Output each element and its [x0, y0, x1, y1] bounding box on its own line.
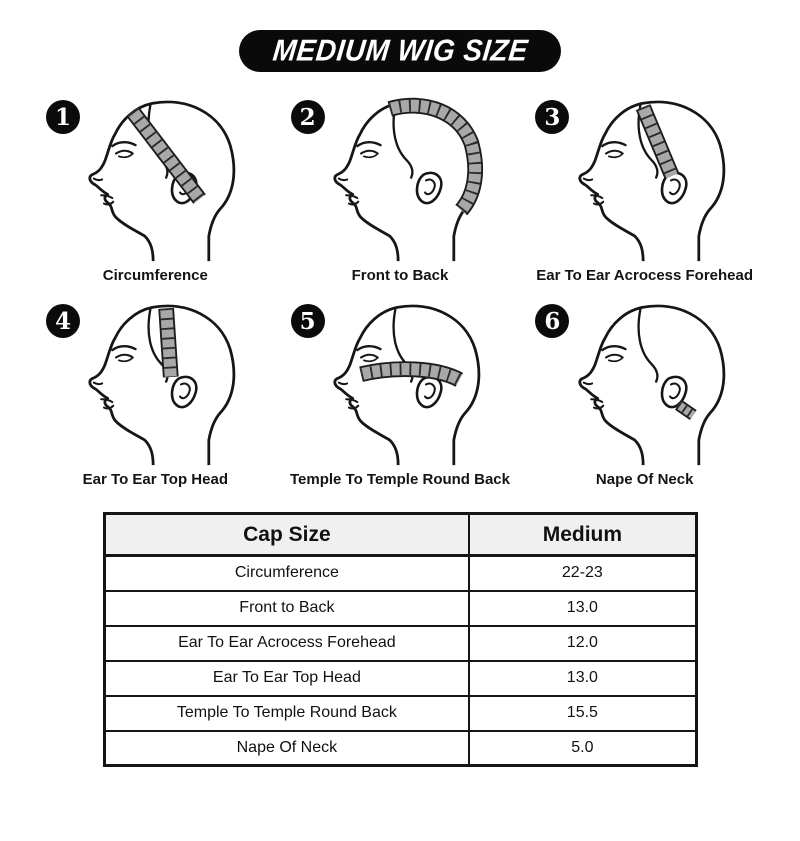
- measurement-name: Ear To Ear Top Head: [104, 661, 469, 696]
- head-label: Ear To Ear Top Head: [82, 471, 228, 488]
- measurement-value: 13.0: [469, 591, 696, 626]
- size-chart-table: [103, 512, 698, 767]
- measuring-tape-nape: [678, 405, 693, 415]
- number-badge-1: 1: [46, 100, 80, 134]
- head-figure-front-to-back: [281, 96, 520, 284]
- measurement-name: Temple To Temple Round Back: [104, 696, 469, 731]
- table-row: [104, 626, 696, 661]
- head-label: Nape Of Neck: [595, 471, 694, 488]
- number-badge-4: 4: [46, 304, 80, 338]
- head-label: Circumference: [102, 267, 208, 284]
- title-banner: [239, 30, 561, 72]
- head-figure-nape-of-neck: [525, 300, 764, 488]
- measurement-value: 13.0: [469, 661, 696, 696]
- measurement-diagram-grid: [36, 96, 764, 488]
- table-row: [104, 591, 696, 626]
- head-label: Temple To Temple Round Back: [289, 471, 510, 488]
- head-profile-illustration: [62, 96, 248, 263]
- head-profile-illustration: [62, 300, 248, 467]
- head-profile-illustration: [307, 96, 493, 263]
- head-profile-illustration: [552, 96, 738, 263]
- number-badge-5: 5: [291, 304, 325, 338]
- measurement-value: 12.0: [469, 626, 696, 661]
- measurement-value: 5.0: [469, 731, 696, 766]
- measurement-value: 22-23: [469, 556, 696, 591]
- head-outline: [335, 306, 479, 465]
- head-label: Ear To Ear Acrocess Forehead: [536, 267, 754, 284]
- measurement-name: Circumference: [104, 556, 469, 591]
- measurement-name: Front to Back: [104, 591, 469, 626]
- head-figure-ear-to-ear-forehead: [525, 96, 764, 284]
- table-row: [104, 556, 696, 591]
- table-row: [104, 661, 696, 696]
- number-badge-6: 6: [535, 304, 569, 338]
- measurement-value: 15.5: [469, 696, 696, 731]
- measurement-name: Ear To Ear Acrocess Forehead: [104, 626, 469, 661]
- head-profile-illustration: [307, 300, 493, 467]
- table-row: [104, 731, 696, 766]
- table-header-cap-size: Cap Size: [104, 514, 469, 556]
- number-badge-2: 2: [291, 100, 325, 134]
- number-badge-3: 3: [535, 100, 569, 134]
- head-label: Front to Back: [351, 267, 449, 284]
- head-profile-illustration: [552, 300, 738, 467]
- table-header-row: [104, 514, 696, 556]
- table-row: [104, 696, 696, 731]
- measuring-tape-ear-to-ear-top: [166, 308, 171, 377]
- measurement-name: Nape Of Neck: [104, 731, 469, 766]
- table-header-medium: Medium: [469, 514, 696, 556]
- head-figure-ear-to-ear-top: [36, 300, 275, 488]
- head-outline: [579, 306, 723, 465]
- head-figure-circumference: [36, 96, 275, 284]
- page-title: MEDIUM WIG SIZE: [270, 33, 530, 68]
- head-figure-temple-to-temple: [281, 300, 520, 488]
- head-outline: [90, 102, 234, 261]
